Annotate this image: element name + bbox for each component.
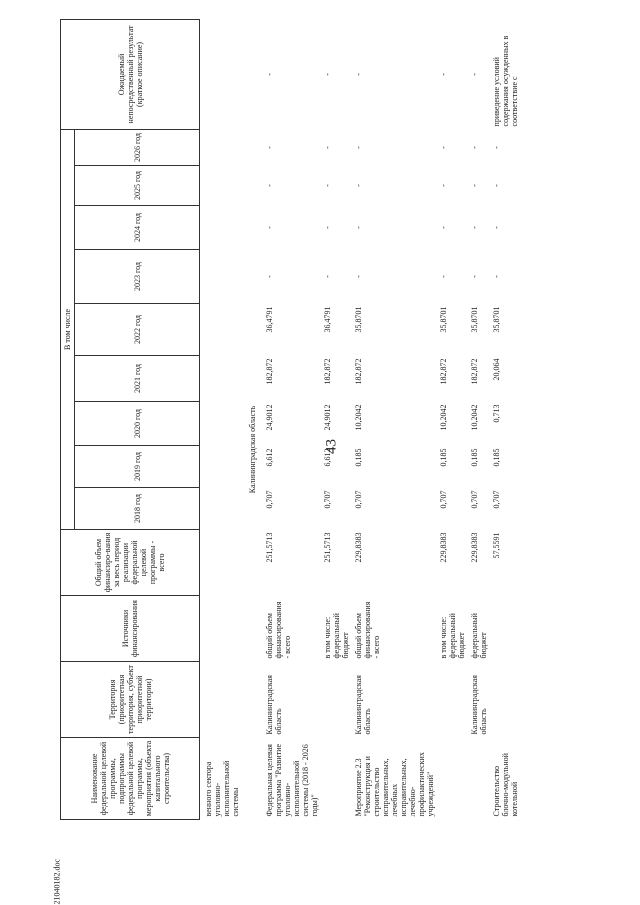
row-year-value: 35,8701 [439,306,448,333]
row-name [321,738,352,820]
row-name: Федеральная целевая программа "Развитие уголовно-исполнительной системы (2018 - 2026 годы)" [265,743,319,817]
table-row [468,19,490,819]
row-result: - [265,73,274,76]
row-year-value: - [470,226,479,229]
row-year-value: - [354,184,363,187]
row-year-value: - [439,184,448,187]
row-year-value: 35,8701 [354,306,363,333]
header-year: 2019 год [75,446,200,488]
row-year-value: 10,2042 [354,404,363,431]
row-total: 251,5713 [323,532,332,563]
row-year-value: - [265,226,274,229]
row-year-value: 182,872 [265,358,274,385]
row-year-value: 0,185 [354,448,363,467]
header-including: В том числе [61,129,75,529]
row-year-value: - [323,275,332,278]
header-name: Наименование федеральной целевой программы, подпрограммы федеральной целевой программы, мероприятия (объекта капитального строительства) [61,738,200,820]
header-year: 2024 год [75,206,200,250]
table-row [437,19,468,819]
row-year-value: 36,4791 [265,306,274,333]
row-year-value: 0,707 [470,490,479,509]
row-year-value: - [439,146,448,149]
row-year-value: 0,707 [492,490,501,509]
row-result: - [354,73,363,76]
row-year-value: 0,185 [439,448,448,467]
row-result: - [470,73,479,76]
row-year-value: - [470,275,479,278]
row-year-value: - [354,275,363,278]
row-year-value: - [265,146,274,149]
row-year-value: - [354,146,363,149]
table-row [321,19,352,819]
row-year-value: - [323,146,332,149]
header-year: 2020 год [75,402,200,446]
row-year-value: 0,185 [492,448,501,467]
row-year-value: 35,8701 [492,306,501,333]
rotated-page [60,20,640,820]
financing-table [60,19,521,820]
page-number: 43 [323,439,340,454]
header-year: 2026 год [75,129,200,165]
row-year-value: 0,185 [470,448,479,467]
row-name [468,738,490,820]
row-source: общий объем финансирования - всего [354,601,381,659]
row-total: 251,5713 [265,532,274,563]
row-year-value: 10,2042 [439,404,448,431]
row-year-value: - [354,226,363,229]
row-year-value: 10,2042 [470,404,479,431]
row-year-value: 0,707 [439,490,448,509]
row-year-value: - [265,275,274,278]
row-year-value: 182,872 [470,358,479,385]
header-year: 2025 год [75,166,200,206]
header-year: 2023 год [75,250,200,304]
row-territory: Калининградская область [470,675,488,735]
row-total: 229,8383 [470,532,479,563]
row-year-value: 0,707 [265,490,274,509]
row-year-value: 6,612 [323,448,332,467]
header-territory: Территория (приоритетная территория, субъект приоритетной территории) [61,662,200,738]
row-year-value: 0,713 [492,404,501,423]
row-year-value: - [470,184,479,187]
row-year-value: 36,4791 [323,306,332,333]
row-territory: Калининградская область [265,675,283,735]
row-name: Мероприятие 2.3 "Реконструкция и строительство исправительных, лечебных исправительных, лечебно-профилактических учреждений" [354,752,435,817]
row-year-value: - [323,184,332,187]
row-year-value: 182,872 [354,358,363,385]
row-year-value: - [439,275,448,278]
row-total: 229,8383 [439,532,448,563]
row-source: в том числе: федеральный бюджет [439,613,466,659]
row-name [437,738,468,820]
row-year-value: - [470,146,479,149]
row-year-value: 0,707 [323,490,332,509]
header-sources: Источники финансирования [61,596,200,662]
row-territory: Калининградская область [354,675,372,735]
header-total: Общий объем финансиро-вания за весь период реализации федеральной целевой программы - всего [61,530,200,596]
row-source: федеральный бюджет [470,613,488,659]
row-year-value: 6,612 [265,448,274,467]
row-year-value: 182,872 [439,358,448,385]
fragment-text: венного сектора уголовно-исполнительной системы [204,760,240,817]
row-year-value: - [492,184,501,187]
row-year-value: 182,872 [323,358,332,385]
header-year: 2021 год [75,356,200,402]
row-year-value: - [492,226,501,229]
table-row [263,19,321,819]
row-total: 57,5591 [492,532,501,559]
row-year-value: 20,064 [492,358,501,381]
landscape-content [60,20,640,820]
row-year-value: 24,9012 [265,404,274,431]
region-heading: Калининградская область [248,405,257,494]
table-row [490,19,521,819]
fragment-row [200,19,243,819]
row-source: в том числе: федеральный бюджет [323,613,350,659]
row-territory [437,662,468,738]
row-year-value: 35,8701 [470,306,479,333]
row-year-value: - [439,226,448,229]
data-rows [263,19,521,819]
row-result: - [323,73,332,76]
header-result: Ожидаемый непосредственный результат (краткое описание) [61,19,200,129]
table-row [352,19,437,819]
row-year-value: - [492,146,501,149]
row-year-value: 0,707 [354,490,363,509]
header-year: 2022 год [75,304,200,356]
row-year-value: - [492,275,501,278]
row-territory [321,662,352,738]
footer-filename: 21040182.doc [52,858,62,905]
region-row [242,19,263,819]
row-source [490,596,521,662]
row-name: Строительство блочно-модульной котельной [492,753,519,817]
row-source: общий объем финансирования - всего [265,601,292,659]
header-row [61,19,75,819]
row-year-value: - [323,226,332,229]
row-territory [490,662,521,738]
row-total: 229,8383 [354,532,363,563]
row-year-value: - [265,184,274,187]
header-year: 2018 год [75,488,200,530]
row-year-value: 24,9012 [323,404,332,431]
row-result: приведение условий содержания осужденных в соответствие с [492,35,519,127]
row-result: - [439,73,448,76]
